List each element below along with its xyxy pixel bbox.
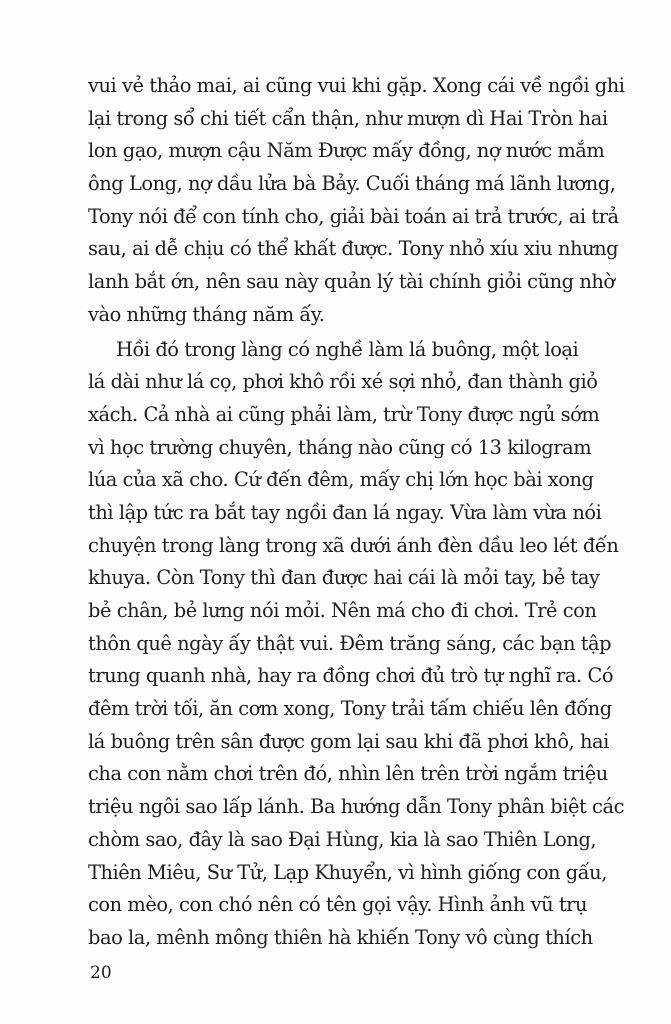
text-line: lá dài như lá cọ, phơi khô rồi xé sợi nhỏ, đan thành giỏ — [88, 370, 598, 394]
text-line: Tony nói để con tính cho, giải bài toán ai trả trước, ai trả — [88, 204, 619, 228]
paragraph-1 — [88, 70, 633, 332]
paragraph-2 — [88, 334, 633, 955]
text-line: Hồi đó trong làng có nghề làm lá buông, một loại — [116, 337, 579, 361]
text-line: bao la, mênh mông thiên hà khiến Tony vô cùng thích — [88, 925, 593, 949]
text-line: lá buông trên sân được gom lại sau khi đã phơi khô, hai — [88, 729, 609, 753]
text-line: thôn quê ngày ấy thật vui. Đêm trăng sáng, các bạn tập — [88, 631, 612, 655]
text-line: xách. Cả nhà ai cũng phải làm, trừ Tony được ngủ sớm — [88, 402, 600, 426]
text-line: đêm trời tối, ăn cơm xong, Tony trải tấm chiếu lên đống — [88, 697, 612, 721]
text-line: con mèo, con chó nên có tên gọi vậy. Hình ảnh vũ trụ — [88, 893, 588, 917]
text-line: Thiên Miêu, Sư Tử, Lạp Khuyển, vì hình giống con gấu, — [88, 860, 607, 884]
text-line: trung quanh nhà, hay ra đồng chơi đủ trò tự nghĩ ra. Có — [88, 664, 614, 688]
text-line: vui vẻ thảo mai, ai cũng vui khi gặp. Xong cái về ngồi ghi — [88, 74, 625, 97]
text-line: lúa của xã cho. Cứ đến đêm, mấy chị lớn học bài xong — [88, 468, 594, 492]
text-line: thì lập tức ra bắt tay ngồi đan lá ngay. Vừa làm vừa nói — [88, 500, 602, 524]
text-line: ông Long, nợ dầu lửa bà Bảy. Cuối tháng má lãnh lương, — [88, 172, 616, 196]
text-line: chòm sao, đây là sao Đại Hùng, kia là sao Thiên Long, — [88, 827, 597, 851]
body-text — [88, 70, 633, 955]
text-line: triệu ngôi sao lấp lánh. Ba hướng dẫn Tony phân biệt các — [88, 795, 624, 819]
text-line: cha con nằm chơi trên đó, nhìn lên trên trời ngắm triệu — [88, 762, 608, 786]
text-line: lon gạo, mượn cậu Năm Được mấy đồng, nợ nước mắm — [88, 139, 605, 163]
text-line: bẻ chân, bẻ lưng nói mỏi. Nên má cho đi chơi. Trẻ con — [88, 599, 597, 622]
text-line: lanh bắt ớn, nên sau này quản lý tài chính giỏi cũng nhờ — [88, 270, 615, 294]
page-number: 20 — [90, 963, 112, 983]
text-line: vì học trường chuyên, tháng nào cũng có 13 kilogram — [88, 435, 592, 459]
text-line: khuya. Còn Tony thì đan được hai cái là mỏi tay, bẻ tay — [88, 566, 600, 590]
text-line: vào những tháng năm ấy. — [88, 302, 325, 326]
text-line: chuyện trong làng trong xã dưới ánh đèn dầu leo lét đến — [88, 533, 619, 557]
text-line: sau, ai dễ chịu có thể khất được. Tony nhỏ xíu xiu nhưng — [88, 237, 619, 261]
text-line: lại trong sổ chi tiết cẩn thận, như mượn dì Hai Tròn hai — [88, 106, 608, 130]
